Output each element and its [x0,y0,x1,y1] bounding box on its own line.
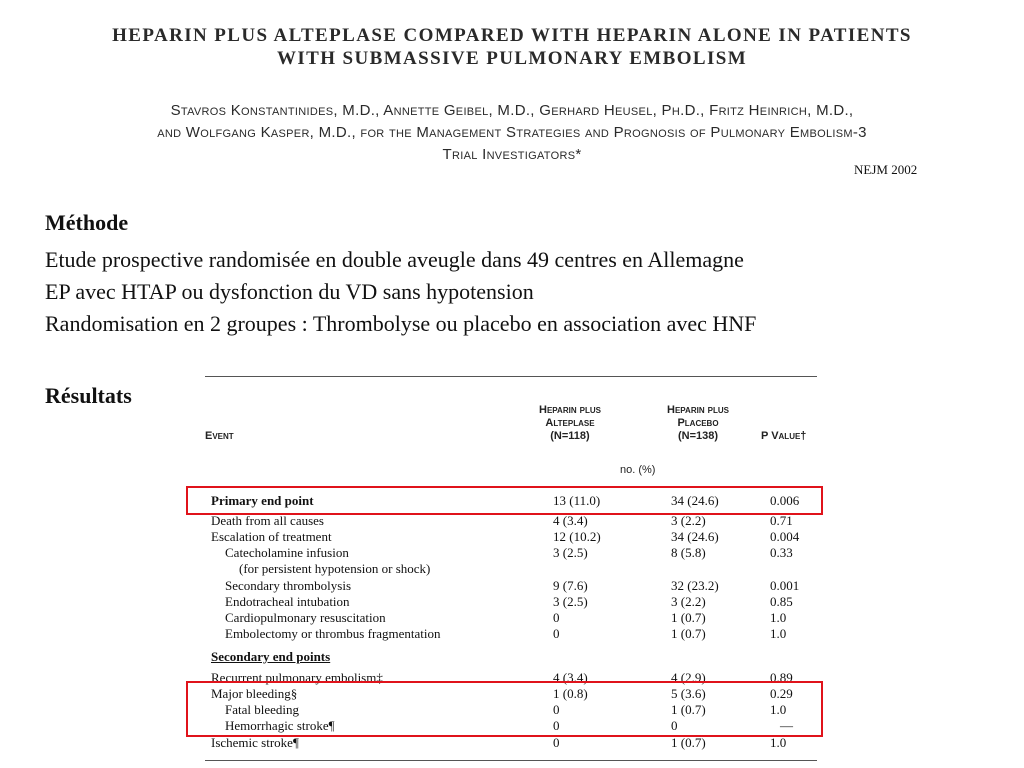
methods-heading: Méthode [45,210,129,235]
col-header-line: Placebo [677,417,719,429]
alteplase-value: 0 [553,610,560,625]
col-header-line: Alteplase [545,417,595,429]
authors-line-2: and Wolfgang Kasper, M.D., for the Management Strategies and Prognosis of Pulmonary Embolism-3 [157,124,867,141]
row-label: Secondary thrombolysis [225,578,352,593]
alteplase-value: 0 [553,702,560,717]
title-line-2: WITH SUBMASSIVE PULMONARY EMBOLISM [276,48,748,69]
col-header-line: Heparin plus [667,404,729,416]
table-row [205,625,817,642]
author-list [40,100,984,166]
row-label: Recurrent pulmonary embolism‡ [211,670,383,685]
table-row [205,593,817,610]
row-label: Fatal bleeding [225,702,300,717]
table-row [205,528,817,545]
placebo-value: 1 (0.7) [671,735,706,750]
p-value: 0.001 [770,578,800,593]
alteplase-value: 12 (10.2) [553,529,601,544]
title-line-1: HEPARIN PLUS ALTEPLASE COMPARED WITH HEPARIN ALONE IN PATIENTS [112,25,912,46]
p-value: 0.29 [770,686,793,701]
row-label: Embolectomy or thrombus fragmentation [225,626,441,641]
journal-citation: NEJM 2002 [854,162,918,177]
col-header-line: (N=138) [677,430,719,442]
methods-line: Randomisation en 2 groupes : Thrombolyse ou placebo en association avec HNF [45,311,757,336]
alteplase-value: 0 [553,735,560,750]
authors-line-1: Stavros Konstantinides, M.D., Annette Geibel, M.D., Gerhard Heusel, Ph.D., Fritz Heinrich, M.D., [170,102,854,119]
col-header-event: Event [205,430,234,442]
table-row [205,560,817,577]
alteplase-value: 0 [553,718,560,733]
methods-line: Etude prospective randomisée en double aveugle dans 49 centres en Allemagne [45,247,744,272]
placebo-value: 34 (24.6) [671,529,719,544]
table-row [205,577,817,594]
table-row [205,648,817,665]
placebo-value: 1 (0.7) [671,702,706,717]
alteplase-value: 1 (0.8) [553,686,588,701]
methods-text [45,244,756,340]
table-bottom-rule [205,760,817,761]
row-label: Major bleeding§ [211,686,298,701]
alteplase-value: 9 (7.6) [553,578,588,593]
row-label: Death from all causes [211,513,324,528]
p-value: 0.85 [770,594,793,609]
row-label: (for persistent hypotension or shock) [239,561,431,576]
alteplase-value: 0 [553,626,560,641]
row-label: Cardiopulmonary resuscitation [225,610,386,625]
col-header-alteplase [525,404,615,443]
row-label: Ischemic stroke¶ [211,735,299,750]
bleeding-highlight [186,681,823,737]
p-value: 0.71 [770,513,793,528]
row-label: Endotracheal intubation [225,594,350,609]
row-label: Secondary end points [211,649,331,664]
p-value: 0.004 [770,529,800,544]
alteplase-value: 13 (11.0) [553,493,601,508]
placebo-value: 3 (2.2) [671,594,706,609]
p-value: — [780,718,793,733]
col-header-pvalue: P Value† [761,430,807,442]
placebo-value: 0 [671,718,678,733]
row-label: Catecholamine infusion [225,545,349,560]
p-value: 1.0 [770,610,787,625]
alteplase-value: 4 (3.4) [553,670,588,685]
article-title [40,24,984,70]
p-value: 0.89 [770,670,793,685]
p-value: 1.0 [770,626,787,641]
p-value: 0.33 [770,545,793,560]
placebo-value: 1 (0.7) [671,626,706,641]
col-header-line: (N=118) [550,430,590,442]
alteplase-value: 3 (2.5) [553,545,588,560]
placebo-value: 8 (5.8) [671,545,706,560]
placebo-value: 1 (0.7) [671,610,706,625]
row-label: Primary end point [211,493,314,508]
table-row [205,609,817,626]
placebo-value: 34 (24.6) [671,493,719,508]
table-top-rule [205,376,817,377]
authors-line-3: Trial Investigators* [442,146,582,163]
p-value: 0.006 [770,493,800,508]
placebo-value: 32 (23.2) [671,578,719,593]
row-label: Escalation of treatment [211,529,332,544]
placebo-value: 4 (2.9) [671,670,706,685]
table-row [205,544,817,561]
alteplase-value: 4 (3.4) [553,513,588,528]
placebo-value: 3 (2.2) [671,513,706,528]
p-value: 1.0 [770,702,787,717]
methods-line: EP avec HTAP ou dysfonction du VD sans hypotension [45,279,534,304]
alteplase-value: 3 (2.5) [553,594,588,609]
p-value: 1.0 [770,735,787,750]
results-heading: Résultats [45,383,132,408]
col-header-placebo [653,404,743,443]
col-header-line: Heparin plus [539,404,601,416]
row-label: Hemorrhagic stroke¶ [225,718,335,733]
primary-endpoint-highlight [186,486,823,515]
table-unit-label: no. (%) [620,464,656,476]
placebo-value: 5 (3.6) [671,686,706,701]
